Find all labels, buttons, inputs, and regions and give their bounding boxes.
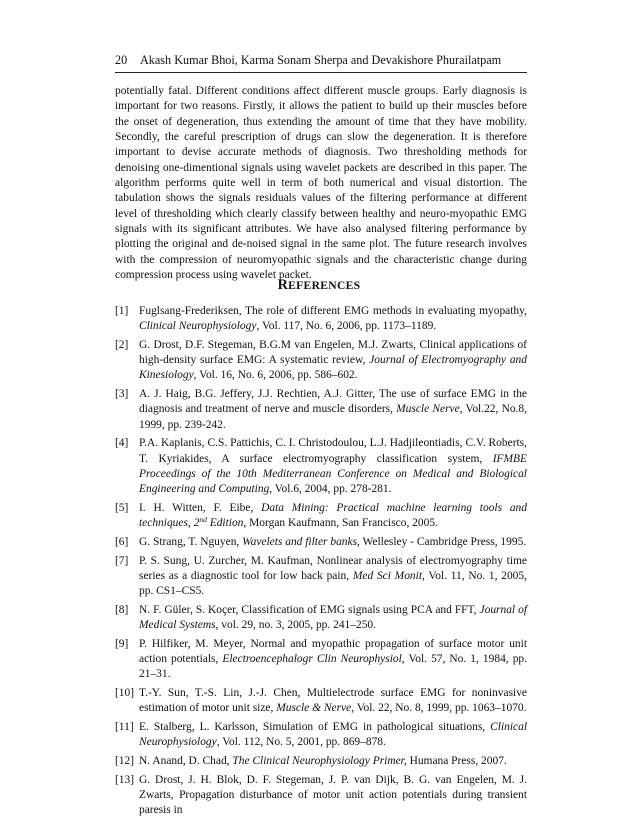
reference-journal: The Clinical Neurophysiology Primer,	[232, 755, 407, 768]
reference-details: , Vol.6, 2004, pp. 278-281.	[269, 483, 392, 496]
reference-journal: Data Mining: Practical machine learning tools and techniques	[139, 501, 527, 530]
edition-superscript: nd	[199, 515, 207, 525]
reference-item	[115, 686, 527, 716]
reference-item	[115, 603, 527, 633]
reference-text: G. Strang, T. Nguyen,	[139, 535, 243, 548]
reference-item	[115, 554, 527, 600]
reference-text: G. Drost, D.F. Stegeman, B.G.M van Engelen, M.J. Zwarts, Clinical applications of high-density surface EMG: A systematic review,	[139, 339, 527, 367]
reference-journal: IFMBE Proceedings of the 10th Mediterranean Conference on Medical and Biological Engineering and Computing	[139, 452, 527, 496]
reference-number: [3]	[115, 388, 129, 401]
reference-item	[115, 338, 527, 384]
reference-details: , Vol. 16, No. 6, 2006, pp. 586–602.	[193, 369, 358, 382]
references-heading-rest: EFERENCES	[288, 279, 361, 292]
reference-text: N. F. Güler, S. Koçer, Classification of EMG signals using PCA and FFT,	[139, 603, 480, 616]
reference-item	[115, 387, 527, 433]
edition-label: Edition	[206, 517, 244, 530]
reference-item	[115, 501, 527, 531]
reference-journal: Wavelets and filter banks	[242, 535, 358, 548]
reference-text: P. S. Sung, U. Zurcher, M. Kaufman, Nonlinear analysis of electromyography time series as a diagnostic tool for low back pain,	[139, 554, 527, 582]
reference-number: [10]	[115, 687, 135, 700]
reference-details: , Vol. 112, No. 5, 2001, pp. 869–878.	[216, 736, 386, 749]
reference-journal: Clinical Neurophysiology	[139, 721, 527, 749]
reference-journal: Journal of Medical Systems	[139, 603, 527, 632]
reference-journal: Electroencephalogr Clin Neurophysiol	[222, 653, 402, 666]
reference-item	[115, 720, 527, 750]
reference-number: [4]	[115, 437, 129, 450]
reference-text: G. Drost, J. H. Blok, D. F. Stegeman, J. P. van Dijk, B. G. van Engelen, M. J. Zwarts, Propagation disturbance of motor unit action potentials during transient paresis in	[139, 773, 527, 817]
reference-text: E. Stalberg, L. Karlsson, Simulation of EMG in pathological situations,	[139, 721, 491, 734]
reference-text: A. J. Haig, B.G. Jeffery, J.J. Rechtien, A.J. Gitter, The use of surface EMG in the diagnosis and treatment of nerve and muscle disorders,	[139, 388, 527, 416]
reference-details: , Vol. 11, No. 1, 2005, pp. CS1–CS5.	[139, 569, 527, 598]
reference-edition	[194, 517, 244, 529]
reference-number: [5]	[115, 501, 129, 514]
reference-text: N. Anand, D. Chad,	[139, 755, 233, 768]
reference-item	[115, 754, 527, 769]
reference-number: [13]	[115, 773, 135, 786]
reference-text: T.-Y. Sun, T.-S. Lin, J.-J. Chen, Multielectrode surface EMG for noninvasive estimation of motor unit size,	[139, 687, 527, 715]
reference-text: I. H. Witten, F. Eibe,	[139, 501, 262, 514]
reference-item	[115, 773, 527, 819]
reference-number: [8]	[115, 603, 129, 616]
references-heading-initial: R	[277, 277, 289, 293]
reference-publisher: , Morgan Kaufmann, San Francisco, 2005.	[243, 517, 438, 530]
reference-item	[115, 304, 527, 334]
reference-number: [2]	[115, 339, 129, 351]
reference-details: , Vol. 22, No. 8, 1999, pp. 1063–1070.	[351, 702, 527, 715]
reference-item	[115, 436, 527, 497]
reference-details: ,	[187, 517, 194, 530]
reference-number: [7]	[115, 554, 129, 567]
reference-details: Humana Press, 2007.	[406, 755, 507, 768]
reference-details: , Vol. 57, No. 1, 1984, pp. 21–31.	[139, 653, 528, 681]
page-number: 20	[115, 53, 128, 67]
reference-number: [1]	[115, 305, 129, 317]
reference-details: , Wellesley - Cambridge Press, 1995.	[357, 535, 527, 548]
reference-journal: Med Sci Monit	[352, 569, 422, 582]
body-paragraph: potentially fatal. Different conditions affect different muscle groups. Early diagnosis is important for two reasons. Firstly, it allows the patient to build up their muscles before the onset of degeneration, thus extending the amount of time that they have mobility. Secondly, the careful prescription of drugs can slow the degeneration. It is therefore important to devise accurate methods of diagnosis. Two thresholding methods for denoising one-dimentional signals using wavelet packets are described in this paper. The algorithm performs quite well in term of both numerical and visual distortion. The tabulation shows the signals residuals values of the filtering performance at different level of thresholding which clearly classify between healthy and neuro-myopathic EMG signals with its significant attributes. We have also analysed filtering performance by plotting the original and de-noised signal in the same plot. The future research involves with the compression of neuromyopathic signals and the characteristic change during compression process using wavelet packet.	[115, 85, 527, 282]
references-heading	[0, 276, 638, 295]
header-rule	[115, 72, 527, 73]
reference-item	[115, 637, 527, 683]
reference-text: Fuglsang-Frederiksen, The role of different EMG methods in evaluating myopathy,	[139, 305, 527, 317]
references-list	[115, 304, 527, 822]
edition-number: 2	[193, 517, 200, 530]
reference-number: [9]	[115, 637, 129, 650]
reference-number: [6]	[115, 535, 129, 548]
reference-number: [12]	[115, 755, 135, 768]
reference-item	[115, 535, 527, 550]
reference-journal: Journal of Electromyography and Kinesiology	[139, 354, 527, 382]
running-header-authors: Akash Kumar Bhoi, Karma Sonam Sherpa and Devakishore Phurailatpam	[140, 53, 502, 67]
reference-journal: Muscle Nerve	[396, 403, 460, 416]
reference-text: P.A. Kaplanis, C.S. Pattichis, C. I. Christodoulou, L.J. Hadjileontiadis, C.V. Roberts, T. Kyriakides, A surface electromyography classification system,	[139, 437, 527, 465]
running-header	[115, 52, 527, 68]
reference-text: P. Hilfiker, M. Meyer, Normal and myopathic propagation of surface motor unit action potentials,	[139, 637, 527, 666]
reference-details: , Vol.22, No.8, 1999, pp. 239-242.	[139, 403, 527, 431]
reference-journal: Clinical Neurophysiology	[139, 320, 257, 333]
reference-number: [11]	[115, 721, 134, 734]
reference-details: , Vol. 117, No. 6, 2006, pp. 1173–1189.	[256, 320, 437, 333]
reference-journal: Muscle & Nerve	[276, 702, 352, 715]
reference-details: , vol. 29, no. 3, 2005, pp. 241–250.	[215, 619, 376, 632]
